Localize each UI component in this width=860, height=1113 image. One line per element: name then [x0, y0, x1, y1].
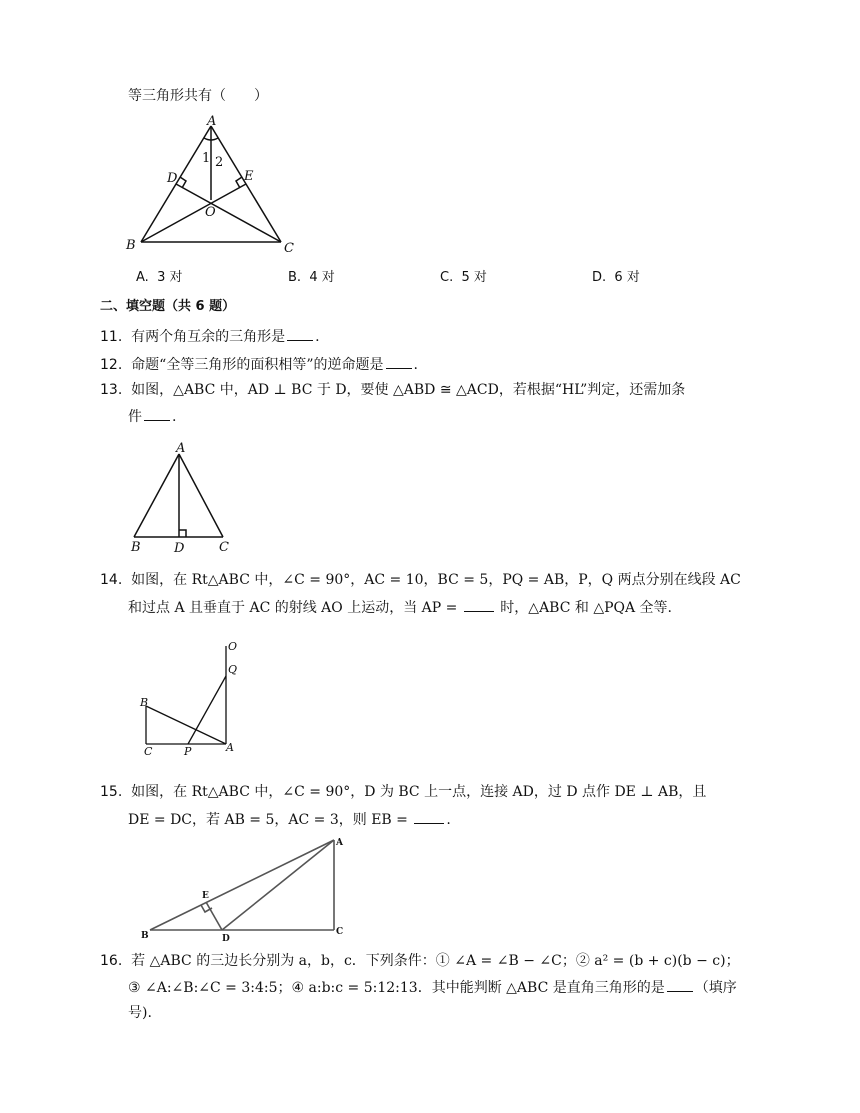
q12: 12. 命题“全等三角形的面积相等”的逆命题是 . [100, 354, 418, 375]
q10-figure [120, 112, 310, 257]
q15-label-d: D [222, 934, 230, 944]
q13-label-c: C [219, 540, 229, 555]
q10-label-1: 1 [202, 151, 211, 166]
q15-label-b: B [141, 931, 149, 941]
q10-label-d: D [167, 171, 178, 186]
q13-figure [128, 440, 238, 558]
q13-line1: 13. 如图，△ABC 中，AD ⊥ BC 于 D，要使 △ABD ≅ △ACD，若根据“HL”判定，还需加条 [100, 382, 686, 398]
q14-label-c: C [144, 745, 153, 758]
q13-label-b: B [131, 540, 141, 555]
q16-line2: ③ ∠A:∠B:∠C = 3:4:5；④ a:b:c = 5:12:13．其中能判断 △ABC 是直角三角形的是 （填序 [128, 977, 737, 998]
q16-blank[interactable] [667, 977, 693, 992]
q10-label-c: C [284, 241, 294, 256]
q12-blank[interactable] [386, 354, 412, 369]
q14-label-o: O [228, 640, 238, 653]
q10-option-a: A. 3 对 [136, 270, 183, 285]
q15-label-e: E [202, 891, 209, 901]
q10-label-a: A [207, 114, 217, 129]
q14-label-p: P [184, 745, 192, 758]
q15-line2: DE = DC，若 AB = 5，AC = 3，则 EB = . [128, 809, 451, 830]
q15-label-a: A [336, 838, 343, 848]
q15-label-c: C [336, 927, 344, 937]
q10-option-d: D. 6 对 [592, 270, 640, 285]
q15-line1: 15. 如图，在 Rt△ABC 中，∠C = 90°，D 为 BC 上一点，连接 AD，过 D 点作 DE ⊥ AB，且 [100, 784, 707, 800]
q11: 11. 有两个角互余的三角形是 . [100, 326, 320, 347]
q14-line1: 14. 如图，在 Rt△ABC 中，∠C = 90°，AC = 10，BC = 5，PQ = AB，P，Q 两点分别在线段 AC [100, 572, 741, 588]
q14-label-b: B [140, 696, 149, 709]
q10-option-b: B. 4 对 [288, 270, 335, 285]
q14-blank[interactable] [464, 597, 494, 612]
q14-figure [136, 638, 246, 760]
q15-blank[interactable] [414, 809, 444, 824]
q10-stem-tail: 等三角形共有（ ） [128, 88, 268, 104]
q11-blank[interactable] [287, 326, 313, 341]
q14-label-a: A [226, 741, 234, 754]
q14-label-q: Q [228, 663, 238, 676]
q16-line1: 16. 若 △ABC 的三边长分别为 a，b，c．下列条件：① ∠A = ∠B − ∠C；② a² = (b + c)(b − c)； [100, 953, 740, 969]
q13-blank[interactable] [144, 406, 170, 421]
q10-label-b: B [126, 238, 136, 253]
q13-label-d: D [174, 541, 185, 556]
section-heading: 二、填空题（共 6 题） [100, 299, 236, 314]
q16-line3: 号). [128, 1005, 152, 1021]
q13-label-a: A [176, 441, 186, 456]
q10-label-o: O [205, 205, 216, 220]
q14-line2: 和过点 A 且垂直于 AC 的射线 AO 上运动，当 AP = 时，△ABC 和 △PQA 全等. [128, 597, 672, 618]
q13-line2: 件 . [128, 406, 176, 427]
q10-label-2: 2 [215, 155, 224, 170]
q10-label-e: E [244, 169, 254, 184]
q15-figure [126, 832, 356, 944]
q10-option-c: C. 5 对 [440, 270, 487, 285]
